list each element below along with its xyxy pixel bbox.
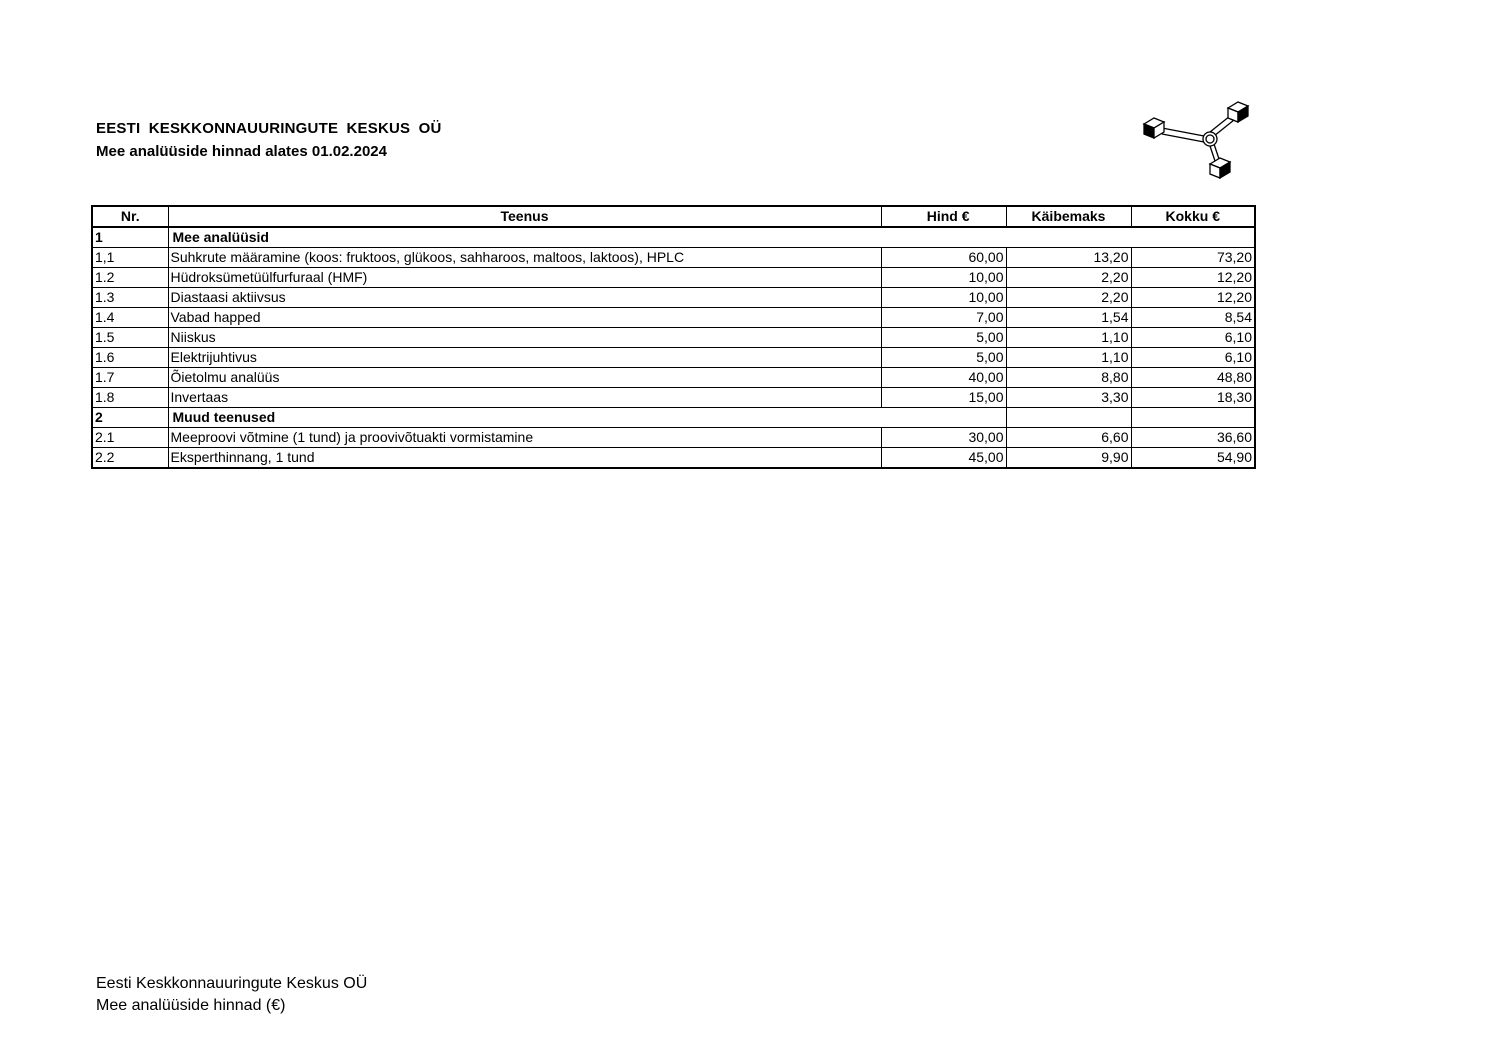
row-service: Invertaas [168, 388, 881, 408]
row-nr: 1.4 [92, 308, 168, 328]
row-vat: 1,54 [1006, 308, 1131, 328]
column-header-price: Hind € [881, 206, 1006, 227]
row-total: 6,10 [1131, 348, 1255, 368]
row-nr: 1.6 [92, 348, 168, 368]
row-vat: 1,10 [1006, 328, 1131, 348]
table-row [92, 368, 1255, 388]
molecule-logo-icon [1140, 98, 1252, 180]
column-header-total: Kokku € [1131, 206, 1255, 227]
row-vat: 13,20 [1006, 248, 1131, 268]
row-total: 54,90 [1131, 448, 1255, 469]
row-vat: 8,80 [1006, 368, 1131, 388]
row-price: 40,00 [881, 368, 1006, 388]
price-list-subtitle: Mee analüüside hinnad alates 01.02.2024 [96, 143, 387, 160]
column-header-vat: Käibemaks [1006, 206, 1131, 227]
section-empty-cell [1131, 408, 1255, 428]
section-row [92, 408, 1255, 428]
row-vat: 1,10 [1006, 348, 1131, 368]
section-nr: 2 [92, 408, 168, 428]
row-service: Eksperthinnang, 1 tund [168, 448, 881, 469]
row-service: Vabad happed [168, 308, 881, 328]
row-total: 48,80 [1131, 368, 1255, 388]
company-title: EESTI KESKKONNAUURINGUTE KESKUS OÜ [96, 120, 442, 137]
row-total: 6,10 [1131, 328, 1255, 348]
table-row [92, 328, 1255, 348]
row-price: 5,00 [881, 348, 1006, 368]
column-header-nr: Nr. [92, 206, 168, 227]
row-service: Niiskus [168, 328, 881, 348]
row-vat: 2,20 [1006, 268, 1131, 288]
section-row [92, 227, 1255, 248]
footer-company: Eesti Keskkonnauuringute Keskus OÜ [96, 975, 368, 992]
row-nr: 1.5 [92, 328, 168, 348]
row-nr: 2.1 [92, 428, 168, 448]
row-price: 30,00 [881, 428, 1006, 448]
row-nr: 1.3 [92, 288, 168, 308]
table-header-row [92, 206, 1255, 227]
row-price: 10,00 [881, 288, 1006, 308]
row-vat: 9,90 [1006, 448, 1131, 469]
row-total: 73,20 [1131, 248, 1255, 268]
table-row [92, 428, 1255, 448]
row-vat: 2,20 [1006, 288, 1131, 308]
row-price: 15,00 [881, 388, 1006, 408]
column-header-service: Teenus [168, 206, 881, 227]
row-price: 60,00 [881, 248, 1006, 268]
row-service: Hüdroksümetüülfurfuraal (HMF) [168, 268, 881, 288]
row-total: 36,60 [1131, 428, 1255, 448]
row-vat: 6,60 [1006, 428, 1131, 448]
row-nr: 1.8 [92, 388, 168, 408]
row-price: 5,00 [881, 328, 1006, 348]
section-title: Muud teenused [168, 408, 1006, 428]
section-nr: 1 [92, 227, 168, 248]
row-service: Elektrijuhtivus [168, 348, 881, 368]
table-row [92, 248, 1255, 268]
table-row [92, 448, 1255, 469]
section-empty-cell [1006, 408, 1131, 428]
row-service: Diastaasi aktiivsus [168, 288, 881, 308]
row-total: 8,54 [1131, 308, 1255, 328]
row-total: 18,30 [1131, 388, 1255, 408]
row-price: 45,00 [881, 448, 1006, 469]
row-price: 7,00 [881, 308, 1006, 328]
price-table [91, 205, 1256, 469]
table-row [92, 388, 1255, 408]
table-row [92, 308, 1255, 328]
row-total: 12,20 [1131, 268, 1255, 288]
row-price: 10,00 [881, 268, 1006, 288]
row-nr: 1.2 [92, 268, 168, 288]
footer-document-title: Mee analüüside hinnad (€) [96, 997, 286, 1014]
row-service: Õietolmu analüüs [168, 368, 881, 388]
table-row [92, 288, 1255, 308]
table-row [92, 268, 1255, 288]
row-total: 12,20 [1131, 288, 1255, 308]
row-service: Meeproovi võtmine (1 tund) ja proovivõtuakti vormistamine [168, 428, 881, 448]
row-vat: 3,30 [1006, 388, 1131, 408]
row-service: Suhkrute määramine (koos: fruktoos, glükoos, sahharoos, maltoos, laktoos), HPLC [168, 248, 881, 268]
section-title: Mee analüüsid [168, 227, 1255, 248]
table-row [92, 348, 1255, 368]
row-nr: 2.2 [92, 448, 168, 469]
row-nr: 1.7 [92, 368, 168, 388]
row-nr: 1,1 [92, 248, 168, 268]
